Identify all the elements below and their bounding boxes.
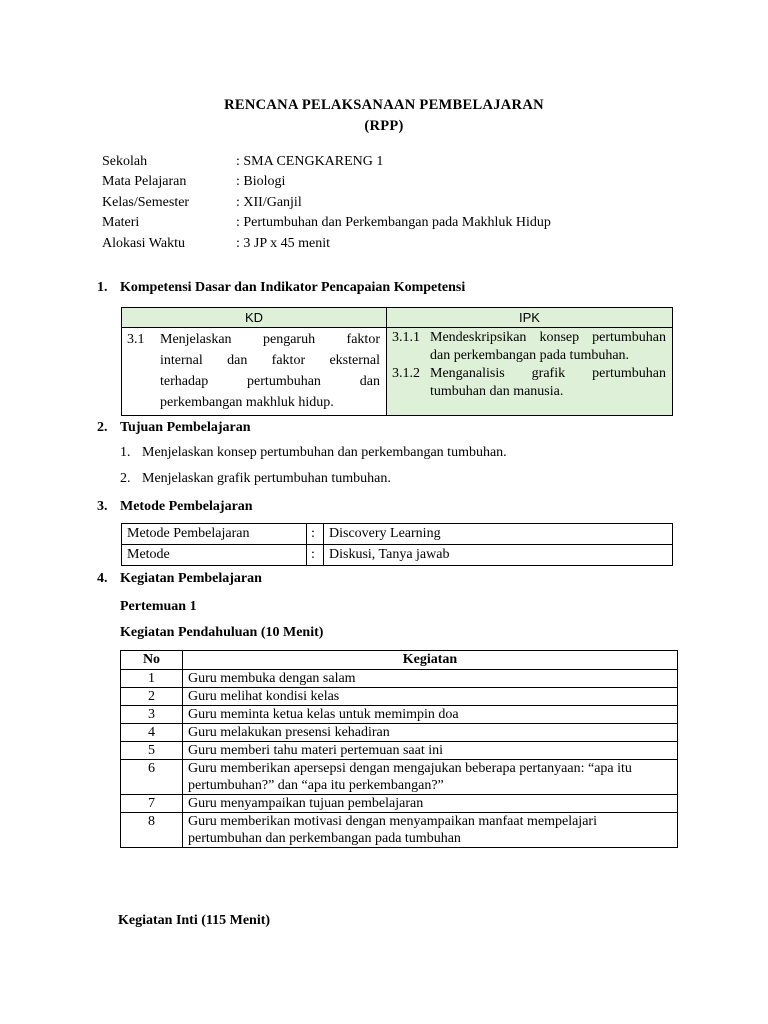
table-row: [121, 742, 678, 760]
info-label: Alokasi Waktu: [102, 236, 185, 251]
metode-label: Metode Pembelajaran: [122, 524, 307, 545]
section-heading-metode: [97, 497, 253, 517]
info-value: : XII/Ganjil: [236, 195, 302, 210]
section-heading-tujuan: [97, 418, 251, 438]
section-title: Kegiatan Pembelajaran: [120, 571, 262, 586]
kd-cell: [122, 328, 387, 416]
row-number: 1: [121, 670, 183, 688]
activity-line: Guru memberikan motivasi dengan menyampaikan manfaat mempelajari: [188, 814, 597, 829]
list-item: [120, 443, 507, 463]
section-number: 1.: [97, 280, 108, 295]
row-activity: [183, 760, 678, 795]
activity-line: Guru memberikan apersepsi dengan mengajukan beberapa pertanyaan: “apa itu: [188, 761, 632, 776]
metode-label: Metode: [122, 545, 307, 566]
kd-text-line: terhadap pertumbuhan dan: [160, 374, 380, 389]
ipk-text-line: Menganalisis grafik pertumbuhan: [430, 366, 666, 381]
row-number: 6: [121, 760, 183, 795]
ipk-cell: [387, 328, 673, 416]
row-number: 7: [121, 795, 183, 813]
section-title: Metode Pembelajaran: [120, 499, 253, 514]
kd-ipk-table: [121, 307, 673, 416]
header-kegiatan: Kegiatan: [183, 651, 678, 670]
ipk-text-line: Mendeskripsikan konsep pertumbuhan: [430, 330, 666, 345]
info-label: Materi: [102, 215, 140, 230]
table-row: [121, 688, 678, 706]
list-text: Menjelaskan grafik pertumbuhan tumbuhan.: [142, 471, 391, 486]
list-number: 1.: [120, 445, 131, 460]
info-label: Kelas/Semester: [102, 195, 190, 210]
info-row-sekolah: [102, 152, 383, 172]
info-row-alokasi-waktu: [102, 234, 330, 254]
metode-separator: :: [307, 524, 324, 545]
document-subtitle: (RPP): [364, 118, 404, 134]
info-row-mata-pelajaran: [102, 172, 285, 192]
document-title: RENCANA PELAKSANAAN PEMBELAJARAN: [224, 97, 544, 113]
row-number: 8: [121, 813, 183, 848]
section-number: 4.: [97, 571, 108, 586]
section-title: Tujuan Pembelajaran: [120, 420, 251, 435]
info-value: : SMA CENGKARENG 1: [236, 154, 384, 169]
kd-text-line: Menjelaskan pengaruh faktor: [160, 332, 380, 347]
row-activity: Guru menyampaikan tujuan pembelajaran: [183, 795, 678, 813]
activity-line: pertumbuhan dan perkembangan pada tumbuhan: [188, 831, 461, 846]
ipk-item: [392, 365, 666, 401]
section-heading-kegiatan: [97, 569, 262, 589]
info-value: : Biologi: [236, 174, 286, 189]
table-row: [121, 670, 678, 688]
table-row: [121, 795, 678, 813]
ipk-number: 3.1.1: [392, 330, 420, 345]
info-row-kelas-semester: [102, 193, 302, 213]
metode-separator: :: [307, 545, 324, 566]
list-item: [120, 469, 391, 489]
row-activity: Guru memberi tahu materi pertemuan saat ini: [183, 742, 678, 760]
row-number: 3: [121, 706, 183, 724]
row-activity: Guru melihat kondisi kelas: [183, 688, 678, 706]
ipk-header: IPK: [387, 308, 673, 328]
info-row-materi: [102, 213, 551, 233]
activity-line: pertumbuhan?” dan “apa itu perkembangan?”: [188, 778, 444, 793]
table-row: [121, 813, 678, 848]
pertemuan-heading: Pertemuan 1: [120, 599, 197, 614]
section-heading-kompetensi: [97, 278, 465, 298]
ipk-item: [392, 329, 666, 365]
row-number: 2: [121, 688, 183, 706]
kegiatan-table: [120, 650, 678, 848]
table-row: [122, 524, 673, 545]
row-activity: Guru melakukan presensi kehadiran: [183, 724, 678, 742]
ipk-number: 3.1.2: [392, 366, 420, 381]
kd-header: KD: [122, 308, 387, 328]
table-row: [121, 760, 678, 795]
section-number: 2.: [97, 420, 108, 435]
list-number: 2.: [120, 471, 131, 486]
kd-text-line: internal dan faktor eksternal: [160, 353, 380, 368]
header-no: No: [121, 651, 183, 670]
row-activity: [183, 813, 678, 848]
info-label: Mata Pelajaran: [102, 174, 187, 189]
metode-value: Diskusi, Tanya jawab: [324, 545, 673, 566]
row-number: 4: [121, 724, 183, 742]
info-label: Sekolah: [102, 154, 148, 169]
table-row: [122, 545, 673, 566]
pendahuluan-heading: Kegiatan Pendahuluan (10 Menit): [120, 625, 324, 640]
info-value: : 3 JP x 45 menit: [236, 236, 330, 251]
inti-heading: Kegiatan Inti (115 Menit): [118, 913, 271, 928]
list-text: Menjelaskan konsep pertumbuhan dan perkembangan tumbuhan.: [142, 445, 507, 460]
row-activity: Guru meminta ketua kelas untuk memimpin doa: [183, 706, 678, 724]
row-activity: Guru membuka dengan salam: [183, 670, 678, 688]
metode-table: [121, 523, 673, 566]
metode-value: Discovery Learning: [324, 524, 673, 545]
section-title: Kompetensi Dasar dan Indikator Pencapaian Kompetensi: [120, 280, 466, 295]
section-number: 3.: [97, 499, 108, 514]
table-row: [121, 706, 678, 724]
kd-number: 3.1: [127, 332, 145, 347]
info-value: : Pertumbuhan dan Perkembangan pada Makhluk Hidup: [236, 215, 551, 230]
ipk-text-line: tumbuhan dan manusia.: [430, 384, 564, 399]
row-number: 5: [121, 742, 183, 760]
ipk-text-line: dan perkembangan pada tumbuhan.: [430, 348, 630, 363]
kd-text-line: perkembangan makhluk hidup.: [160, 395, 334, 410]
table-row: [121, 724, 678, 742]
